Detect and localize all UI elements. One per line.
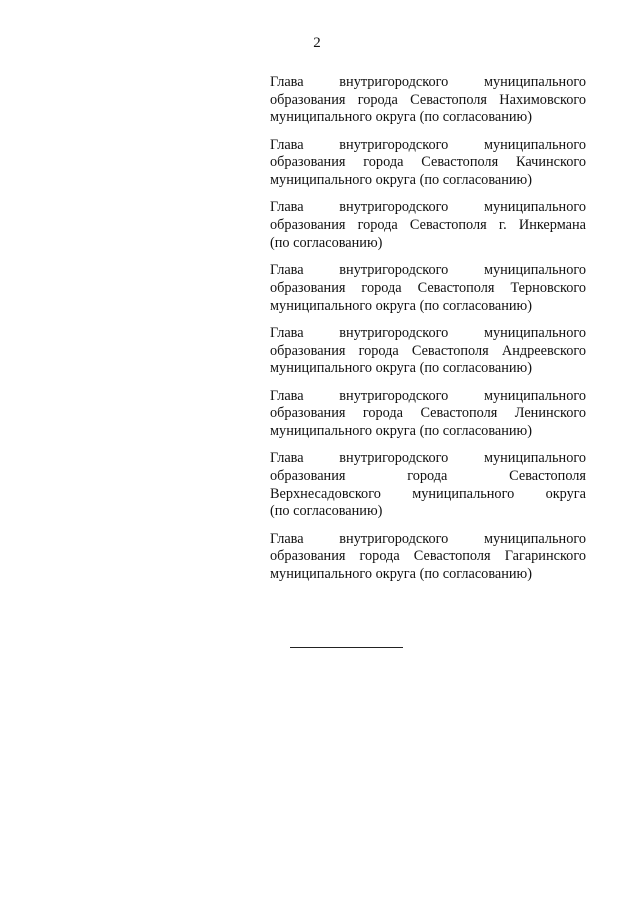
list-item-verkhnesadovsky [270,450,586,521]
list-item-leninsky [270,388,586,441]
entry-line: Глава внутригородского муниципального [270,136,586,153]
officials-list [270,74,586,593]
list-item-andreevsky [270,325,586,378]
page-number: 2 [313,35,321,51]
entry-line: образования города Севастополя г. Инкермана [270,217,586,234]
list-item-gagarinsky [270,531,586,584]
entry-line: муниципального округа (по согласованию) [270,566,532,583]
entry-line: (по согласованию) [270,503,383,520]
entry-line: образования города Севастополя Гагаринского [270,548,586,565]
entry-line: Глава внутригородского муниципального [270,262,586,279]
entry-line: Глава внутригородского муниципального [270,74,586,90]
entry-line: образования города Севастополя Ленинского [270,405,586,422]
entry-line: Глава внутригородского муниципального [270,199,586,216]
entry-line: образования города Севастополя Андреевского [270,342,586,359]
list-item-inkerman [270,199,586,252]
entry-line: муниципального округа (по согласованию) [270,297,532,314]
list-item-nakhimovsky [270,74,586,127]
entry-line: муниципального округа (по согласованию) [270,172,532,189]
entry-line: Верхнесадовского муниципального округа [270,485,586,502]
entry-line: муниципального округа (по согласованию) [270,109,532,126]
entry-line: Глава внутригородского муниципального [270,324,586,341]
entry-line: муниципального округа (по согласованию) [270,360,532,377]
entry-line: муниципального округа (по согласованию) [270,422,532,439]
entry-line: образования города Севастополя Терновского [270,279,586,296]
list-item-ternovsky [270,262,586,315]
entry-line: Глава внутригородского муниципального [270,530,586,547]
closing-divider [290,647,403,648]
entry-line: (по согласованию) [270,234,383,251]
entry-line: Глава внутригородского муниципального [270,450,586,467]
entry-line: образования города Севастополя Нахимовского [270,91,586,108]
list-item-kachinsky [270,137,586,190]
entry-line: образования города Севастополя Качинского [270,154,586,171]
entry-line: Глава внутригородского муниципального [270,387,586,404]
entry-line: образования города Севастополя [270,467,586,484]
